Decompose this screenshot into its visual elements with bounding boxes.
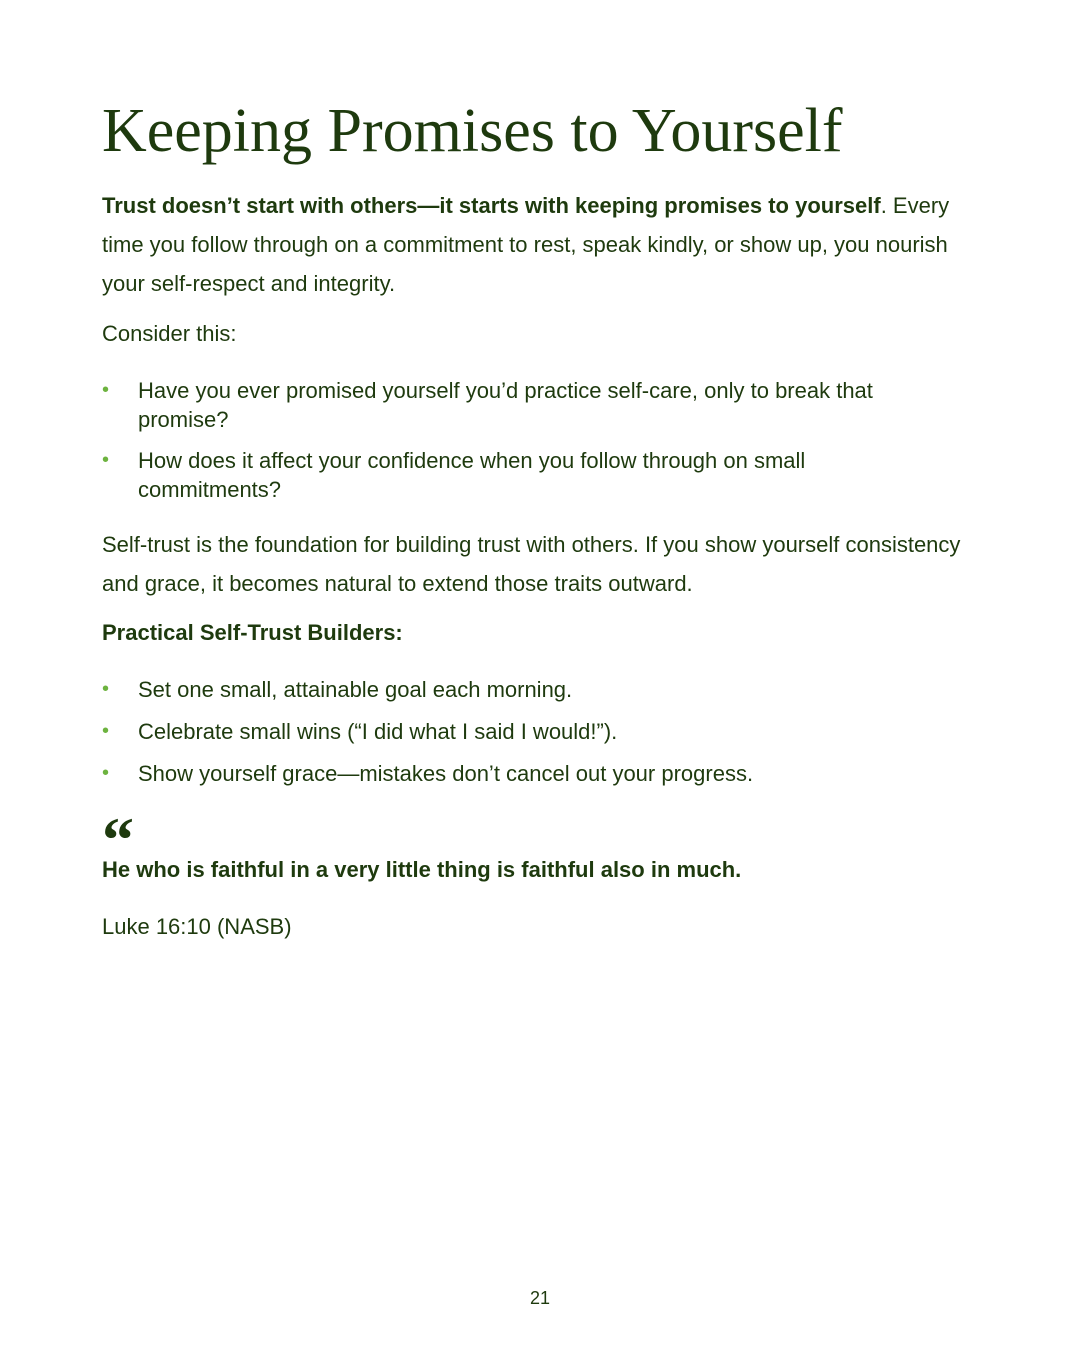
intro-rest: . Every time you follow through on a commitment to rest, speak kindly, or show up, you nourish your self-respect and integrity. (102, 193, 950, 296)
foundation-paragraph: Self-trust is the foundation for building trust with others. If you show yourself consistency and grace, it becomes natural to extend those traits outward. (102, 532, 961, 596)
self-trust-builders-list (102, 675, 902, 788)
list-item (102, 675, 902, 704)
list-item (102, 717, 902, 746)
consider-label: Consider this: (102, 321, 237, 346)
reflection-questions-list (102, 376, 902, 504)
bullet-dot-icon: • (102, 678, 110, 700)
page-number: 21 (529, 1288, 551, 1308)
scripture-citation: Luke 16:10 (NASB) (102, 914, 292, 939)
scripture-quote: He who is faithful in a very little thing is faithful also in much. (102, 857, 742, 882)
quote-mark-icon: “ (102, 804, 134, 875)
bullet-dot-icon: • (102, 762, 110, 784)
question-text: How does it affect your confidence when you follow through on small commitments? (138, 448, 806, 502)
list-item (102, 759, 902, 788)
builder-text: Celebrate small wins (“I did what I said I would!”). (138, 719, 618, 744)
page-title: Keeping Promises to Yourself (102, 97, 843, 165)
builders-heading: Practical Self-Trust Builders: (102, 620, 403, 645)
question-text: Have you ever promised yourself you’d practice self-care, only to break that promise? (138, 378, 873, 432)
bullet-dot-icon: • (102, 449, 110, 471)
intro-bold-lead: Trust doesn’t start with others—it starts with keeping promises to yourself (102, 193, 881, 218)
list-item (102, 376, 902, 434)
bullet-dot-icon: • (102, 720, 110, 742)
bullet-dot-icon: • (102, 379, 110, 401)
builder-text: Show yourself grace—mistakes don’t cancel out your progress. (138, 761, 754, 786)
builder-text: Set one small, attainable goal each morning. (138, 677, 573, 702)
list-item (102, 446, 902, 504)
intro-paragraph (102, 186, 970, 303)
